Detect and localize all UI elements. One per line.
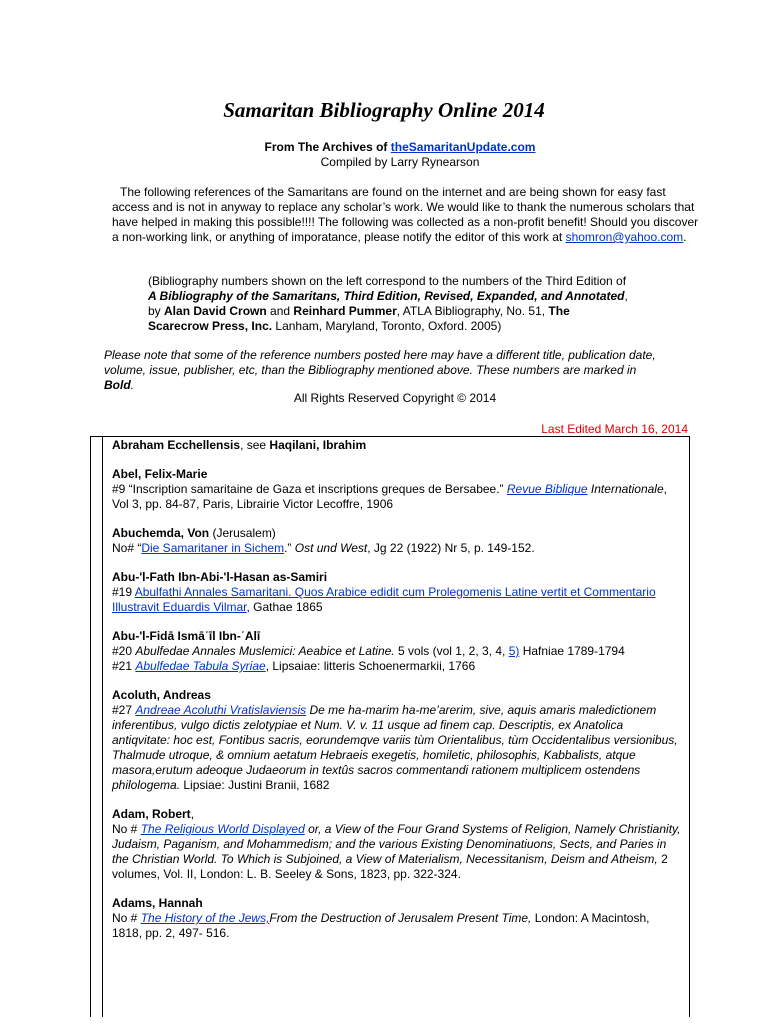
book-title: A Bibliography of the Samaritans, Third Edition, Revised, Expanded, and Annotated (148, 289, 625, 303)
editor-email-link[interactable]: shomron@yahoo.com (565, 230, 684, 244)
ref-text: Internationale (587, 482, 664, 496)
archives-prefix: From The Archives of (264, 140, 391, 154)
ref-text: De me ha-marim ha-me’arerim, sive, aquis amaris maledictionem inferentibus, vulgo dictis zelotypiae et Num. V. v. 11 usque ad finem cap. Descriptis, ex Anatolica antiqvitate: hoc est, Fontibus sacris, eorundemqve variis tùm Orientalibus, tùm Occidentalibus versionibus, Thalmude utroque, & omnium aetatum Hebraeis exegetis, homiletic, philosophis, Kabbalists, atque masora,erutum adeoque Judaeorum in textûs sacros commentandi rationem multiplicem ostendens philologema. (112, 703, 678, 792)
entry-name: Abuchemda, Von (112, 526, 210, 540)
ref-text: , Gathae 1865 (246, 600, 323, 614)
entry-reference (112, 482, 682, 512)
entry (112, 526, 682, 556)
ref-text: No # (112, 822, 141, 836)
bold-word: Bold (104, 378, 131, 392)
ref-text: 2 volumes, Vol. II, London: L. B. Seeley & Sons, 1823, pp. 322-324. (112, 852, 668, 881)
ref-link[interactable]: Revue Biblique (506, 482, 588, 496)
ref-text: Hafniae 1789-1794 (519, 644, 625, 658)
note-text: and (266, 304, 294, 318)
note-text: , ATLA Bibliography, No. 51, (396, 304, 549, 318)
ref-text: , Jg 22 (1922) Nr 5, p. 149-152. (367, 541, 535, 555)
document-title: Samaritan Bibliography Online 2014 (223, 98, 545, 122)
copyright-notice: All Rights Reserved Copyright © 2014 (293, 391, 497, 405)
please-note-end: . (130, 378, 135, 392)
ref-link[interactable]: Andreae Acoluthi Vratislaviensis (135, 703, 307, 717)
please-note-text: Please note that some of the reference numbers posted here may have a different title, publication date, volume, issue, publisher, etc, than the Bibliography mentioned above. These numbers are marked in (104, 348, 656, 377)
entry-reference (112, 585, 682, 615)
entry-reference (112, 703, 682, 793)
see-text: , see (240, 438, 270, 452)
site-link[interactable]: theSamaritanUpdate.com (390, 140, 536, 154)
note-text: (Bibliography numbers shown on the left correspond to the numbers of the Third Edition of (148, 274, 627, 288)
note-text: Lanham, Maryland, Toronto, Oxford. 2005) (272, 319, 502, 333)
entry-name: Abu-'l-Fidā Ismāʿīl Ibn-ʿAlī (112, 629, 261, 643)
ref-text: #20 (112, 644, 136, 658)
entry (112, 629, 682, 674)
intro-text: The following references of the Samaritans are found on the internet and are being shown for easy fast access and is not in anyway to replace any scholar’s work. We would like to thank the numerous scholars that have helped in making this possible!!!! The following was collected as a non-profit benefit! Should you discover a non-working link, or anything of imporatance, please notify the editor of this work at (112, 185, 699, 244)
author-name: Reinhard Pummer (293, 304, 397, 318)
ref-text: , Vol 3, pp. 84-87, Paris, Librairie Victor Lecoffre, 1906 (112, 482, 667, 511)
entry (112, 688, 682, 793)
ref-text: or, a View of the Four Grand Systems of Religion, Namely Christianity, Judaism, Paganism, and Mohammedism; and the various Existing Denominatiuons, Sects, and Paries in the Christian World. To Which is Subjoined, a View of Materialism, Necessitanism, Deism and Atheism, (112, 822, 681, 866)
intro-paragraph (112, 185, 702, 245)
ref-link[interactable]: Abulfedae Tabula Syriae (135, 659, 266, 673)
ref-text: #19 (112, 585, 135, 599)
entry-reference (112, 541, 682, 556)
ref-link[interactable]: The History of the Jews, (140, 911, 270, 925)
intro-end: . (683, 230, 687, 244)
ref-text: #27 (112, 703, 136, 717)
work-title: Abulfedae Annales Muslemici: Aeabice et Latine. (135, 644, 395, 658)
author-name: Alan David Crown (164, 304, 267, 318)
bibliography-note (148, 274, 628, 334)
ref-text: From the Destruction of Jerusalem Present Time, (269, 911, 532, 925)
compiled-by: Compiled by Larry Rynearson (320, 155, 480, 169)
ref-text: #21 (112, 659, 136, 673)
archives-header (0, 140, 768, 170)
ref-text: No # (112, 911, 141, 925)
entry-reference (112, 911, 682, 941)
ref-text: London: A Macintosh, 1818, pp. 2, 497- 516. (112, 911, 650, 940)
ref-text: Lipsiae: Justini Branii, 1682 (180, 778, 330, 792)
ref-text: #9 “Inscription samaritaine de Gaza et inscriptions greques de Bersabee.” (112, 482, 507, 496)
entry-name: Adam, Robert (112, 807, 191, 821)
ref-link[interactable]: 5) (508, 644, 520, 658)
last-edited: Last Edited March 16, 2014 (541, 422, 688, 436)
ref-link[interactable]: The Religious World Displayed (140, 822, 305, 836)
entry-comma: , (190, 807, 195, 821)
entry-location: (Jerusalem) (209, 526, 276, 540)
entry-reference (112, 659, 682, 674)
entry-reference (112, 822, 682, 882)
ref-link[interactable]: Abulfathi Annales Samaritani. Quos Arabice edidit cum Prolegomenis Latine vertit et Commentario Illustravit Eduardis Vilmar (112, 585, 656, 614)
entry-reference (112, 644, 682, 659)
ref-text: 5 vols (vol 1, 2, 3, 4, (394, 644, 509, 658)
entry (112, 896, 682, 941)
entry (112, 570, 682, 615)
table-divider (102, 437, 103, 1017)
entry (112, 807, 682, 882)
ref-link[interactable]: Die Samaritaner in Sichem (141, 541, 285, 555)
see-target: Haqilani, Ibrahim (269, 438, 367, 452)
entry (112, 438, 682, 453)
ref-text: No# “ (112, 541, 142, 555)
ref-text: .” (284, 541, 295, 555)
note-text: , by (148, 289, 628, 318)
entry (112, 467, 682, 512)
ref-text: , Lipsaiae: litteris Schoenermarkii, 1766 (265, 659, 476, 673)
publisher-name: The Scarecrow Press, Inc. (148, 304, 570, 333)
entry-name: Abraham Ecchellensis (112, 438, 241, 452)
journal-name: Ost und West (294, 541, 368, 555)
entry-name: Adams, Hannah (112, 896, 203, 910)
please-note (104, 348, 664, 393)
entry-name: Abu-'l-Fath Ibn-Abi-'l-Hasan as-Samiri (112, 570, 328, 584)
entry-name: Acoluth, Andreas (112, 688, 211, 702)
bibliography-entries (112, 438, 682, 955)
entry-name: Abel, Felix-Marie (112, 467, 208, 481)
